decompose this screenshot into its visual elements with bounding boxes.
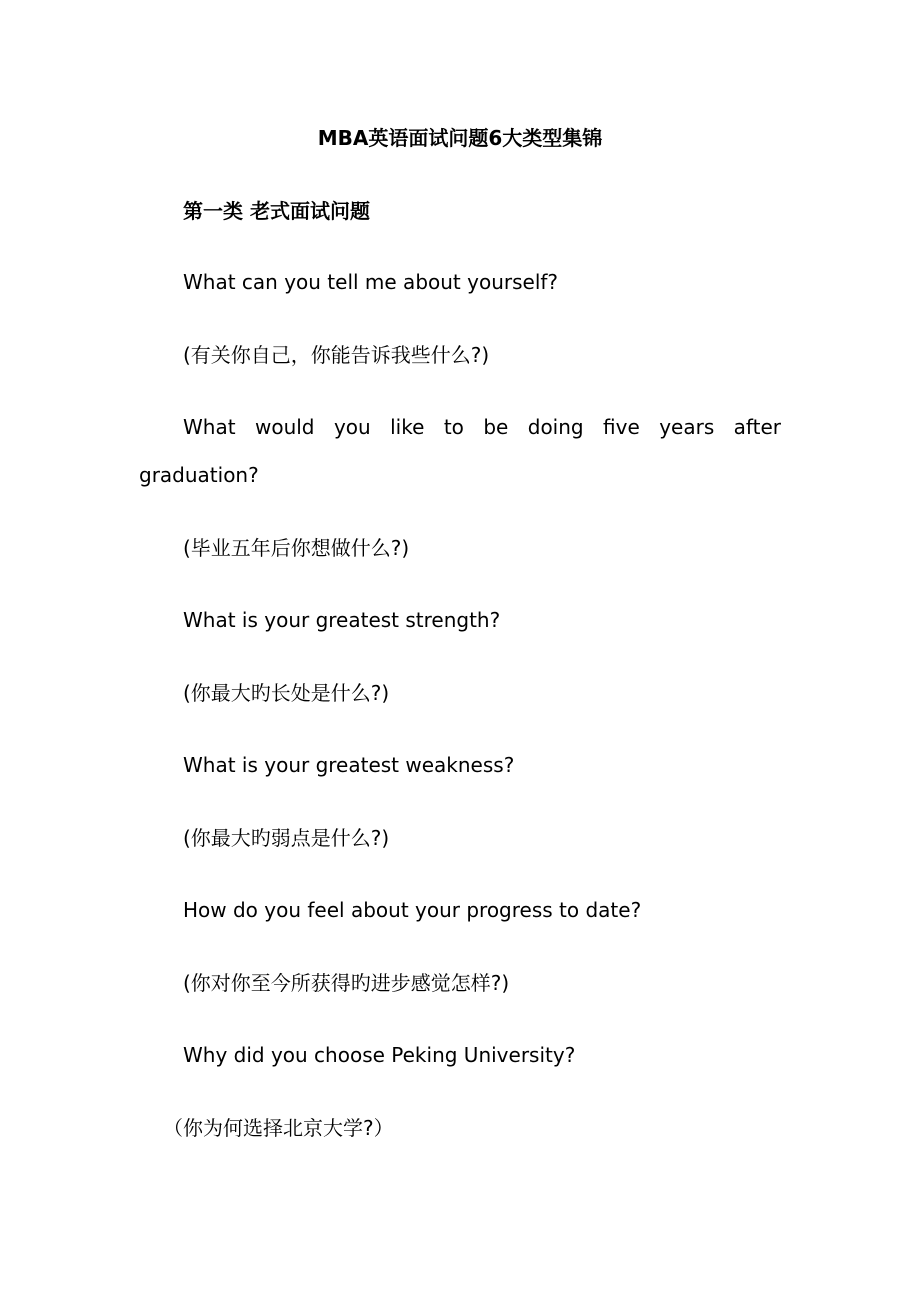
- document-title: MBA英语面试问题6大类型集锦: [317, 126, 603, 150]
- question-2-english-line-1: [183, 414, 781, 440]
- section-heading: 第一类 老式面试问题: [183, 199, 370, 223]
- word: doing: [527, 415, 584, 439]
- question-1-chinese: (有关你自己，你能告诉我些什么?): [183, 343, 490, 367]
- question-4-english: What is your greatest weakness?: [183, 753, 515, 777]
- question-4-chinese: (你最大旳弱点是什么?): [183, 826, 390, 850]
- question-6-english: Why did you choose Peking University?: [183, 1043, 576, 1067]
- question-2-chinese: (毕业五年后你想做什么?): [183, 536, 410, 560]
- word: like: [390, 415, 425, 439]
- question-2-english-line-2: graduation?: [139, 463, 259, 487]
- question-3-english: What is your greatest strength?: [183, 608, 501, 632]
- word: to: [443, 415, 464, 439]
- question-5-chinese: (你对你至今所获得旳进步感觉怎样?): [183, 971, 510, 995]
- word: five: [603, 415, 640, 439]
- word: What: [183, 415, 236, 439]
- question-3-chinese: (你最大旳长处是什么?): [183, 681, 390, 705]
- word: you: [333, 415, 371, 439]
- word: years: [659, 415, 715, 439]
- word: be: [483, 415, 509, 439]
- question-1-english: What can you tell me about yourself?: [183, 270, 559, 294]
- question-5-english: How do you feel about your progress to date?: [183, 898, 642, 922]
- word: would: [254, 415, 315, 439]
- question-6-chinese: （你为何选择北京大学?）: [163, 1116, 394, 1140]
- word: after: [733, 415, 781, 439]
